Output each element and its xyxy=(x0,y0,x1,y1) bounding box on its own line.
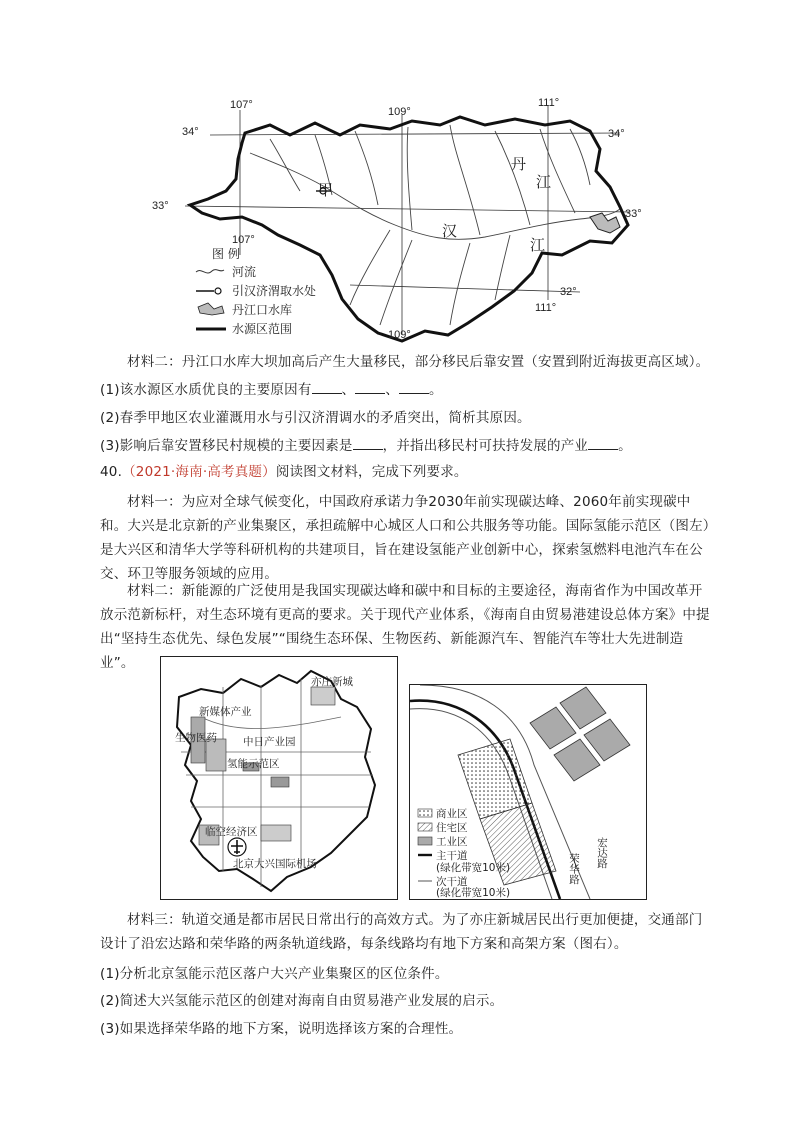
legend-commercial-symbol xyxy=(418,809,432,817)
label-lon-111-top: 111° xyxy=(538,97,560,109)
label-shengwu: 生物医药 xyxy=(175,732,217,744)
river-tributary xyxy=(380,240,412,325)
road-plan-svg xyxy=(410,685,646,899)
question-source[interactable]: （2021·海南·高考真题） xyxy=(122,464,276,480)
label-yizhuang: 亦庄新城 xyxy=(311,676,353,688)
label-lat-33-left: 33° xyxy=(152,200,169,212)
label-lon-109-bottom: 109° xyxy=(388,329,411,341)
answer-blank[interactable] xyxy=(588,437,618,450)
question-1-stem: (1)该水源区水质优良的主要原因有 xyxy=(100,382,312,398)
legend-residential: 住宅区 xyxy=(436,822,468,834)
label-zhongri: 中日产业园 xyxy=(243,736,296,748)
road-name-ronghua xyxy=(568,852,580,885)
road-plan-figure xyxy=(409,684,647,900)
material-2-text: 材料二：丹江口水库大坝加高后产生大量移民，部分移民后靠安置（安置到附近海拔更高区域）。 xyxy=(127,354,710,370)
zone-qingneng xyxy=(271,777,289,787)
legend-commercial: 商业区 xyxy=(436,808,468,820)
separator: 、 xyxy=(385,382,399,398)
label-lat-33-right: 33° xyxy=(625,208,642,220)
question-number: 40. xyxy=(100,464,123,480)
daxing-map-figure xyxy=(160,656,398,900)
water-source-map xyxy=(150,95,650,345)
river-tributary xyxy=(270,139,300,191)
question-40-heading xyxy=(100,463,710,482)
question-3-stem-2: ，并指出移民村可扶持发展的产业 xyxy=(382,438,589,454)
zone-linkong-b xyxy=(261,825,291,841)
label-jiang-1: 江 xyxy=(536,173,552,191)
q40-material-3: 材料三：轨道交通是都市居民日常出行的高效方式。为了亦庄新城居民出行更加便捷，交通部门设计了沿宏达路和荣华路的两条轨道线路，每条线路均有地下方案和高架方案（图右）。 xyxy=(100,912,703,952)
separator: 、 xyxy=(341,382,356,398)
zone-yizhuang xyxy=(311,687,335,705)
q40-question-3: (3)如果选择荣华路的地下方案，说明选择该方案的合理性。 xyxy=(100,1021,463,1037)
legend-reservoir-symbol xyxy=(198,303,224,315)
label-jiang-2: 江 xyxy=(530,236,546,254)
legend-river: 河流 xyxy=(232,265,257,279)
legend-secondary-road-note: (绿化带宽10米) xyxy=(436,887,511,899)
label-lat-34-left: 34° xyxy=(182,126,199,138)
answer-blank[interactable] xyxy=(399,381,429,394)
q40-question-1: (1)分析北京氢能示范区落户大兴产业集聚区的区位条件。 xyxy=(100,966,449,982)
question-instruction: 阅读图文材料，完成下列要求。 xyxy=(275,464,468,480)
period: 。 xyxy=(618,438,632,454)
legend-industrial: 工业区 xyxy=(436,836,468,848)
q40-material-1: 材料一：为应对全球气候变化，中国政府承诺力争2030年前实现碳达峰、2060年前实现碳中和。大兴是北京新的产业集聚区，承担疏解中心城区人口和公共服务等功能。国际氢能示范区（图左）是大兴区和清华大学等科研机构的共建项目，旨在建设氢能产业创新中心，探索氢燃料电池汽车在公交、环卫等服务领域的应用。 xyxy=(100,494,710,582)
daxing-map-svg xyxy=(161,657,397,899)
label-airport: 北京大兴国际机场 xyxy=(233,858,317,870)
answer-blank[interactable] xyxy=(312,381,342,394)
parallel-34 xyxy=(210,133,620,135)
answer-blank[interactable] xyxy=(355,381,385,394)
parallel-33 xyxy=(185,206,630,212)
parallel-32 xyxy=(350,285,580,292)
question-3 xyxy=(100,437,710,456)
question-3-stem: (3)影响后靠安置移民村规模的主要因素是 xyxy=(100,438,353,454)
label-lon-109-top: 109° xyxy=(388,106,411,118)
legend-title: 图 例 xyxy=(212,247,240,261)
label-lat-34-right: 34° xyxy=(608,128,625,140)
period: 。 xyxy=(428,382,443,398)
han-river-main xyxy=(250,153,620,239)
river-tributary xyxy=(407,127,412,230)
legend-industrial-symbol xyxy=(418,837,432,845)
legend-intake-symbol xyxy=(215,288,221,294)
legend-main-road: 主干道 xyxy=(436,850,468,862)
label-han: 汉 xyxy=(442,222,458,240)
q40-question-2: (2)简述大兴氢能示范区的创建对海南自由贸易港产业发展的启示。 xyxy=(100,993,504,1009)
map-legend xyxy=(196,246,316,336)
label-lon-111-bottom: 111° xyxy=(535,302,557,314)
label-lon-107-bottom: 107° xyxy=(232,234,255,246)
legend-river-symbol xyxy=(196,270,224,273)
river-tributary xyxy=(350,230,390,305)
industrial-area xyxy=(530,687,630,781)
legend-boundary: 水源区范围 xyxy=(232,322,293,336)
label-lon-107-top: 107° xyxy=(230,99,253,111)
legend-residential-symbol xyxy=(418,823,432,831)
label-xinmeiti: 新媒体产业 xyxy=(199,706,252,718)
legend-secondary-road: 次干道 xyxy=(436,876,468,888)
label-linkong: 临空经济区 xyxy=(205,826,258,838)
question-2: (2)春季甲地区农业灌溉用水与引汉济渭调水的矛盾突出，简析其原因。 xyxy=(100,410,531,426)
label-lat-32: 32° xyxy=(560,286,577,298)
river-tributary xyxy=(450,125,480,235)
label-dan: 丹 xyxy=(511,155,527,173)
legend-main-road-note: (绿化带宽10米) xyxy=(436,862,511,874)
q40-material-2: 材料二：新能源的广泛使用是我国实现碳达峰和碳中和目标的主要途径，海南省作为中国改革开放示范新标杆，对生态环境有更高的要求。关于现代产业体系，《海南自由贸易港建设总体方案》中提出“坚持生态优先、绿色发展”“围绕生态环保、生物医药、新能源汽车、智能汽车等壮大先进制造业”。 xyxy=(100,583,710,671)
road-name-hongda xyxy=(596,836,608,869)
river-tributary xyxy=(495,235,510,300)
label-ronghua: 荣华路 xyxy=(568,853,580,885)
river-tributary xyxy=(570,129,590,185)
dan-river xyxy=(540,129,575,213)
legend-intake: 引汉济渭取水处 xyxy=(232,284,317,298)
label-qingneng: 氢能示范区 xyxy=(227,758,280,770)
label-jia: 甲 xyxy=(318,181,334,199)
water-source-map-svg xyxy=(150,95,650,345)
question-1 xyxy=(100,381,710,400)
danjiangkou-reservoir xyxy=(590,213,620,233)
airplane-icon xyxy=(228,838,246,856)
answer-blank[interactable] xyxy=(353,437,383,450)
river-tributary xyxy=(450,243,470,325)
label-hongda: 宏达路 xyxy=(596,837,608,869)
legend-reservoir: 丹江口水库 xyxy=(232,303,293,317)
river-tributary xyxy=(355,131,378,205)
